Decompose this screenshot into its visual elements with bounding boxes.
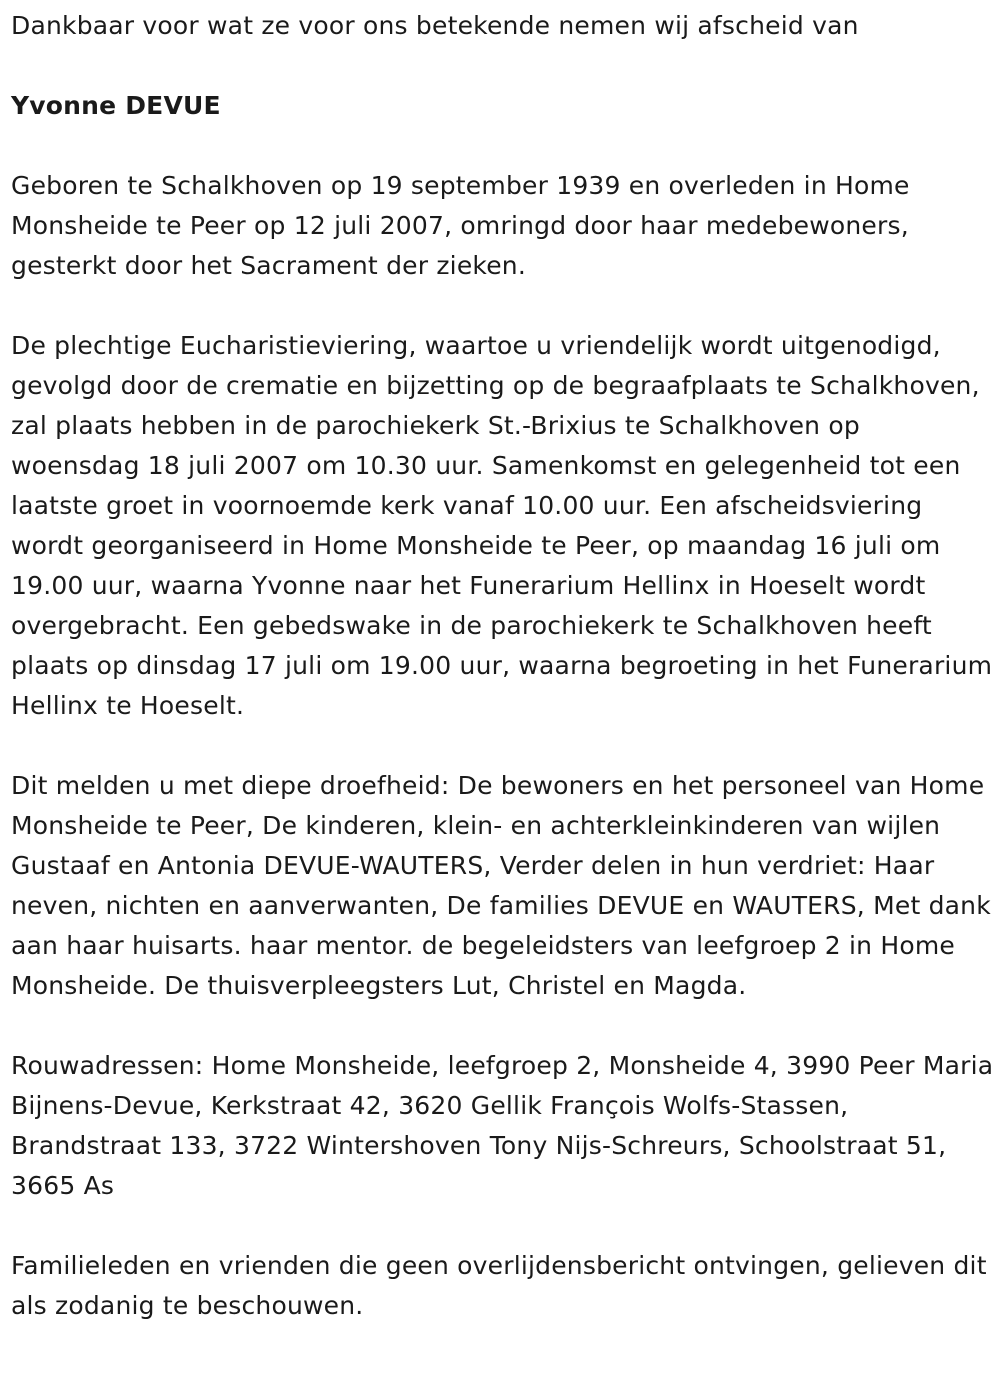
obituary-document — [11, 6, 996, 1326]
spacer — [11, 46, 996, 86]
announcement-paragraph: Dit melden u met diepe droefheid: De bewoners en het personeel van Home Monsheide te Peer, De kinderen, klein- en achterkleinkinderen van wijlen Gustaaf en Antonia DEVUE-WAUTERS, Verder delen in hun verdriet: Haar neven, nichten en aanverwanten, De families DEVUE en WAUTERS, Met dank aan haar huisarts. haar mentor. de begeleidsters van leefgroep 2 in Home Monsheide. De thuisverpleegsters Lut, Christel en Magda. — [11, 771, 991, 1000]
spacer — [11, 1006, 996, 1046]
spacer — [11, 1206, 996, 1246]
ceremony-paragraph: De plechtige Eucharistieviering, waartoe u vriendelijk wordt uitgenodigd, gevolgd door de crematie en bijzetting op de begraafplaats te Schalkhoven, zal plaats hebben in de parochiekerk St.-Brixius te Schalkhoven op woensdag 18 juli 2007 om 10.30 uur. Samenkomst en gelegenheid tot een laatste groet in voornoemde kerk vanaf 10.00 uur. Een afscheidsviering wordt georganiseerd in Home Monsheide te Peer, op maandag 16 juli om 19.00 uur, waarna Yvonne naar het Funerarium Hellinx in Hoeselt wordt overgebracht. Een gebedswake in de parochiekerk te Schalkhoven heeft plaats op dinsdag 17 juli om 19.00 uur, waarna begroeting in het Funerarium Hellinx te Hoeselt. — [11, 331, 993, 720]
deceased-name: Yvonne DEVUE — [11, 91, 221, 120]
spacer — [11, 286, 996, 326]
closing-paragraph: Familieleden en vrienden die geen overlijdensbericht ontvingen, gelieven dit als zodanig te beschouwen. — [11, 1251, 987, 1320]
spacer — [11, 726, 996, 766]
spacer — [11, 126, 996, 166]
birth-death-paragraph: Geboren te Schalkhoven op 19 september 1939 en overleden in Home Monsheide te Peer op 12 juli 2007, omringd door haar medebewoners, gesterkt door het Sacrament der zieken. — [11, 171, 910, 280]
intro-text: Dankbaar voor wat ze voor ons betekende nemen wij afscheid van — [11, 11, 859, 40]
addresses-paragraph: Rouwadressen: Home Monsheide, leefgroep 2, Monsheide 4, 3990 Peer Maria Bijnens-Devue, Kerkstraat 42, 3620 Gellik François Wolfs-Stassen, Brandstraat 133, 3722 Wintershoven Tony Nijs-Schreurs, Schoolstraat 51, 3665 As — [11, 1051, 994, 1200]
